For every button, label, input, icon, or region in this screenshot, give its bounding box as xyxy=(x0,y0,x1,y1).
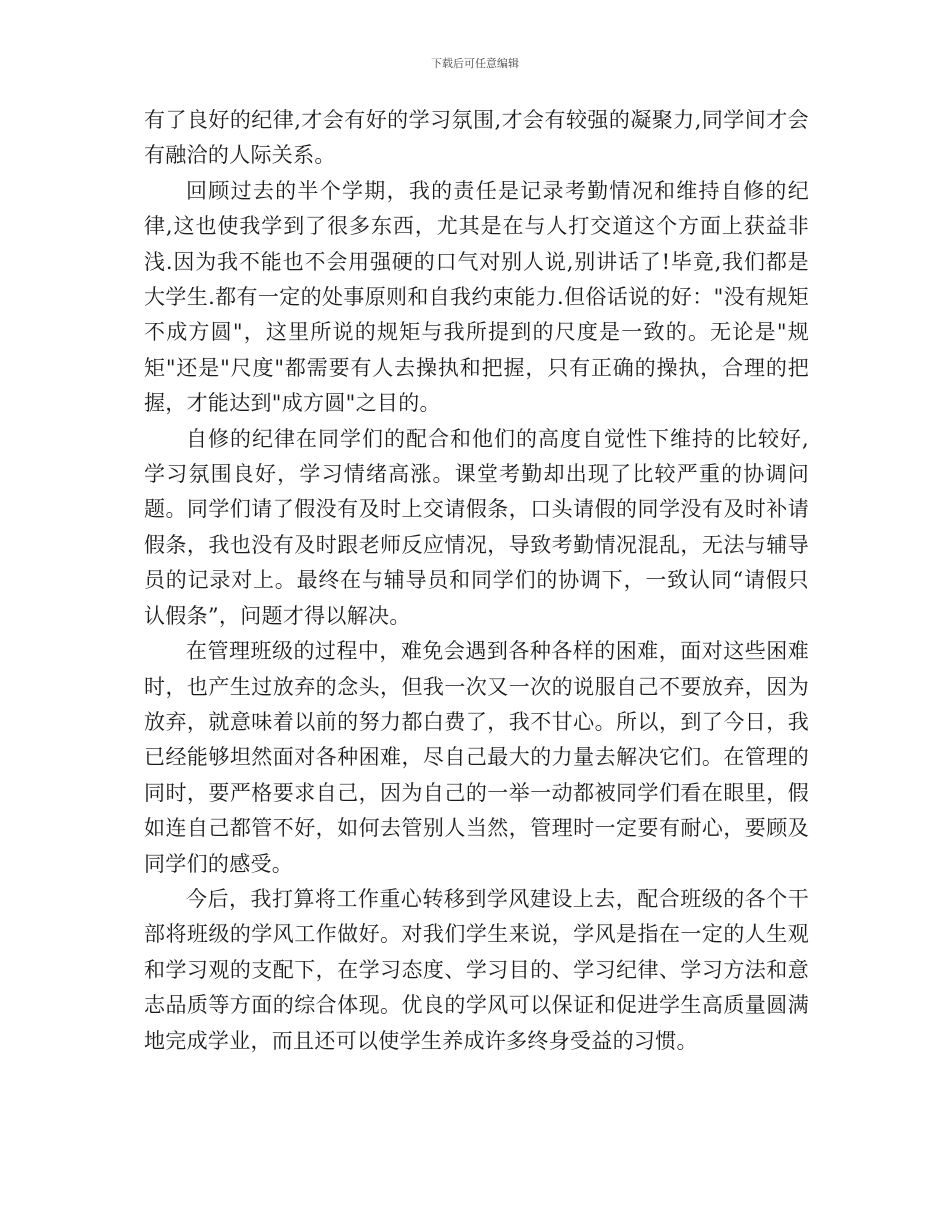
paragraph: 自修的纪律在同学们的配合和他们的高度自觉性下维持的比较好,学习氛围良好，学习情绪高涨。课堂考勤却出现了比较严重的协调问题。同学们请了假没有及时上交请假条，口头请假的同学没有及时补请假条，我也没有及时跟老师反应情况，导致考勤情况混乱，无法与辅导员的记录对上。最终在与辅导员和同学们的协调下，一致认同“请假只认假条”，问题才得以解决。 xyxy=(144,426,809,628)
paragraph: 有了良好的纪律,才会有好的学习氛围,才会有较强的凝聚力,同学间才会有融洽的人际关系。 xyxy=(144,108,809,168)
document-body xyxy=(144,103,809,1059)
header-note: 下载后可任意编辑 xyxy=(431,57,519,70)
paragraph: 今后，我打算将工作重心转移到学风建设上去，配合班级的各个干部将班级的学风工作做好。对我们学生来说，学风是指在一定的人生观和学习观的支配下，在学习态度、学习目的、学习纪律、学习方法和意志品质等方面的综合体现。优良的学风可以保证和促进学生高质量圆满地完成学业，而且还可以使学生养成许多终身受益的习惯。 xyxy=(144,886,809,1053)
paragraph: 回顾过去的半个学期，我的责任是记录考勤情况和维持自修的纪律,这也使我学到了很多东西，尤其是在与人打交道这个方面上获益非浅.因为我不能也不会用强硬的口气对别人说,别讲话了!毕竟,我们都是大学生.都有一定的处事原则和自我约束能力.但俗话说的好："没有规矩不成方圆"，这里所说的规矩与我所提到的尺度是一致的。无论是"规矩"还是"尺度"都需要有人去操执和把握，只有正确的操执，合理的把握，才能达到"成方圆"之目的。 xyxy=(144,178,809,416)
paragraph: 在管理班级的过程中，难免会遇到各种各样的困难，面对这些困难时，也产生过放弃的念头，但我一次又一次的说服自己不要放弃，因为放弃，就意味着以前的努力都白费了，我不甘心。所以，到了今日，我已经能够坦然面对各种困难，尽自己最大的力量去解决它们。在管理的同时，要严格要求自己，因为自己的一举一动都被同学们看在眼里，假如连自己都管不好，如何去管别人当然，管理时一定要有耐心，要顾及同学们的感受。 xyxy=(144,639,809,876)
